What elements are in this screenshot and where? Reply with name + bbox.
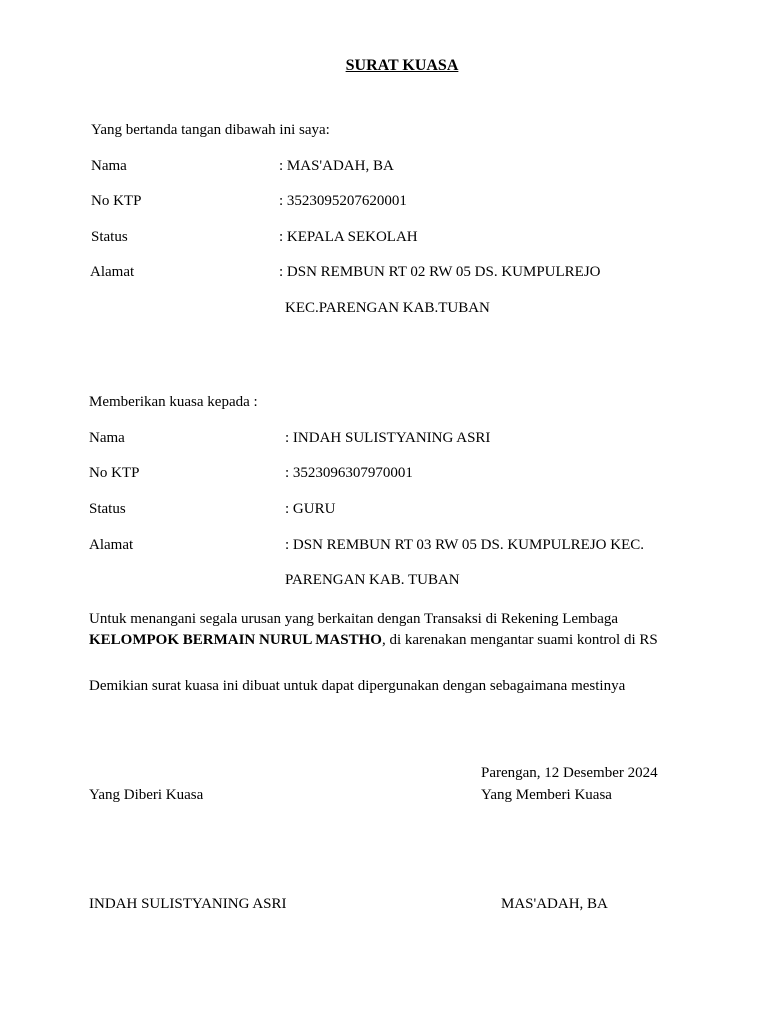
grantee-ktp-value: : 3523096307970001 [285,465,413,481]
grantee-name-label: Nama [89,430,125,446]
grantee-address-line1: : DSN REMBUN RT 03 RW 05 DS. KUMPULREJO KEC. [285,537,645,553]
grantor-ktp-value: : 3523095207620001 [279,193,407,209]
letter-title: SURAT KUASA [345,57,459,74]
place-date: Parengan, 12 Desember 2024 [481,765,658,781]
organization-name: KELOMPOK BERMAIN NURUL MASTHO [89,632,382,648]
purpose-line1: Untuk menangani segala urusan yang berkaitan dengan Transaksi di Rekening Lembaga [89,611,619,627]
closing-text: Demikian surat kuasa ini dibuat untuk dapat dipergunakan dengan sebagaimana mestinya [89,678,626,694]
grantor-address-line1: : DSN REMBUN RT 02 RW 05 DS. KUMPULREJO [279,264,601,280]
grantee-status-value: : GURU [285,501,336,517]
grantee-address-line2: PARENGAN KAB. TUBAN [285,572,460,588]
grantor-status-label: Status [91,229,128,245]
grantor-ktp-label: No KTP [91,193,142,209]
grantee-ktp-label: No KTP [89,465,140,481]
grantor-signature-name: MAS'ADAH, BA [501,896,608,912]
purpose-line2 [89,631,658,649]
grantee-address-label: Alamat [89,537,134,553]
grantor-status-value: : KEPALA SEKOLAH [279,229,418,245]
grant-intro-text: Memberikan kuasa kepada : [89,394,258,410]
grantor-name-value: : MAS'ADAH, BA [279,158,394,174]
grantor-role: Yang Memberi Kuasa [481,787,612,803]
intro-text: Yang bertanda tangan dibawah ini saya: [91,122,330,138]
grantee-role: Yang Diberi Kuasa [89,787,204,803]
grantor-address-line2: KEC.PARENGAN KAB.TUBAN [285,300,490,316]
purpose-reason: , di karenakan mengantar suami kontrol di RS [381,632,658,648]
grantee-name-value: : INDAH SULISTYANING ASRI [285,430,491,446]
grantor-name-label: Nama [91,158,127,174]
grantee-signature-name: INDAH SULISTYANING ASRI [89,896,287,912]
grantee-status-label: Status [89,501,126,517]
grantor-address-label: Alamat [90,264,135,280]
